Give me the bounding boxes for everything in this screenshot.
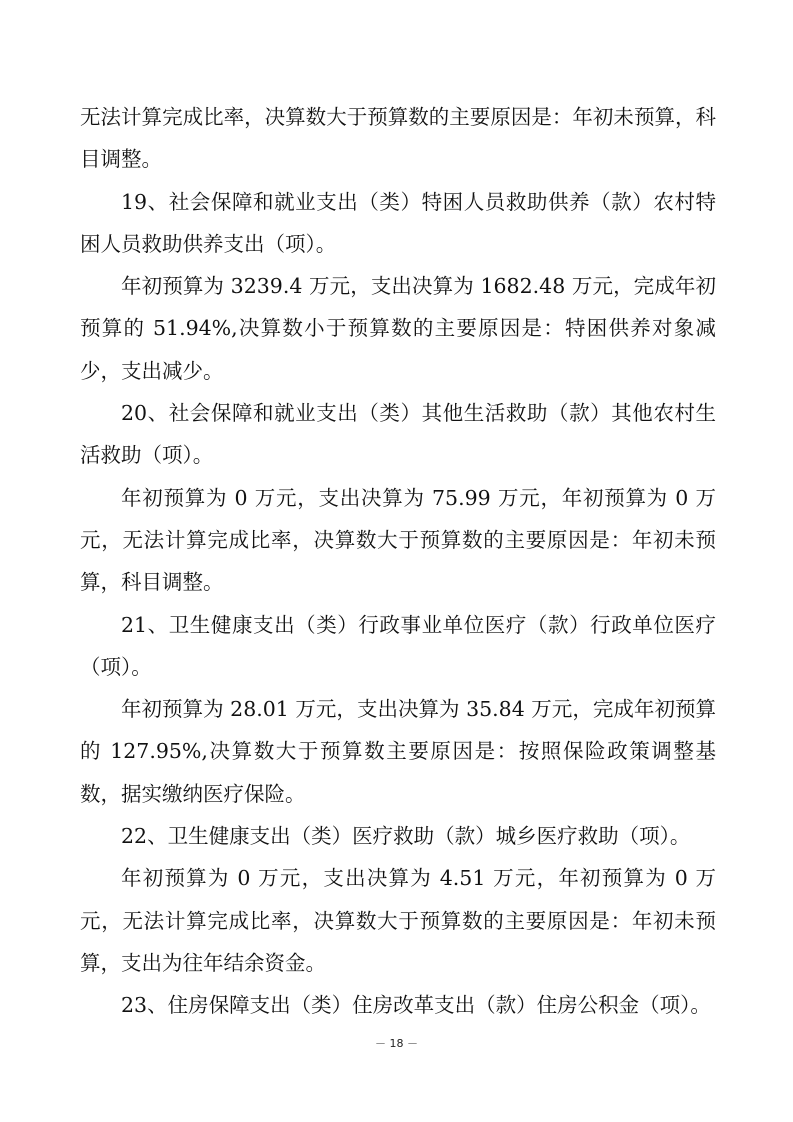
paragraph-item-23-heading: 23、住房保障支出（类）住房改革支出（款）住房公积金（项）。 bbox=[121, 993, 711, 1018]
paragraph-continuation: 无法计算完成比率，决算数大于预算数的主要原因是：年初未预算，科目调整。 bbox=[80, 105, 716, 172]
paragraph-item-21-heading: 21、卫生健康支出（类）行政事业单位医疗（款）行政单位医疗（项）。 bbox=[80, 612, 716, 679]
paragraph-item-19-heading: 19、社会保障和就业支出（类）特困人员救助供养（款）农村特困人员救助供养支出（项）。 bbox=[80, 189, 716, 256]
paragraph-item-21-detail: 年初预算为 28.01 万元，支出决算为 35.84 万元，完成年初预算的 127.95%,决算数大于预算数主要原因是：按照保险政策调整基数，据实缴纳医疗保险。 bbox=[80, 697, 716, 806]
page-number: － 18 － bbox=[375, 1037, 418, 1050]
paragraph-item-20-detail: 年初预算为 0 万元，支出决算为 75.99 万元，年初预算为 0 万元，无法计算完成比率，决算数大于预算数的主要原因是：年初未预算，科目调整。 bbox=[80, 485, 716, 595]
body-text bbox=[80, 96, 716, 1027]
paragraph-item-22-detail: 年初预算为 0 万元，支出决算为 4.51 万元，年初预算为 0 万元，无法计算完成比率，决算数大于预算数的主要原因是：年初未预算，支出为往年结余资金。 bbox=[80, 866, 716, 975]
paragraph-item-20-heading: 20、社会保障和就业支出（类）其他生活救助（款）其他农村生活救助（项）。 bbox=[80, 401, 716, 468]
paragraph-item-22-heading: 22、卫生健康支出（类）医疗救助（款）城乡医疗救助（项）。 bbox=[121, 824, 691, 849]
paragraph-item-19-detail: 年初预算为 3239.4 万元，支出决算为 1682.48 万元，完成年初预算的 51.94%,决算数小于预算数的主要原因是：特困供养对象减少，支出减少。 bbox=[80, 274, 716, 383]
